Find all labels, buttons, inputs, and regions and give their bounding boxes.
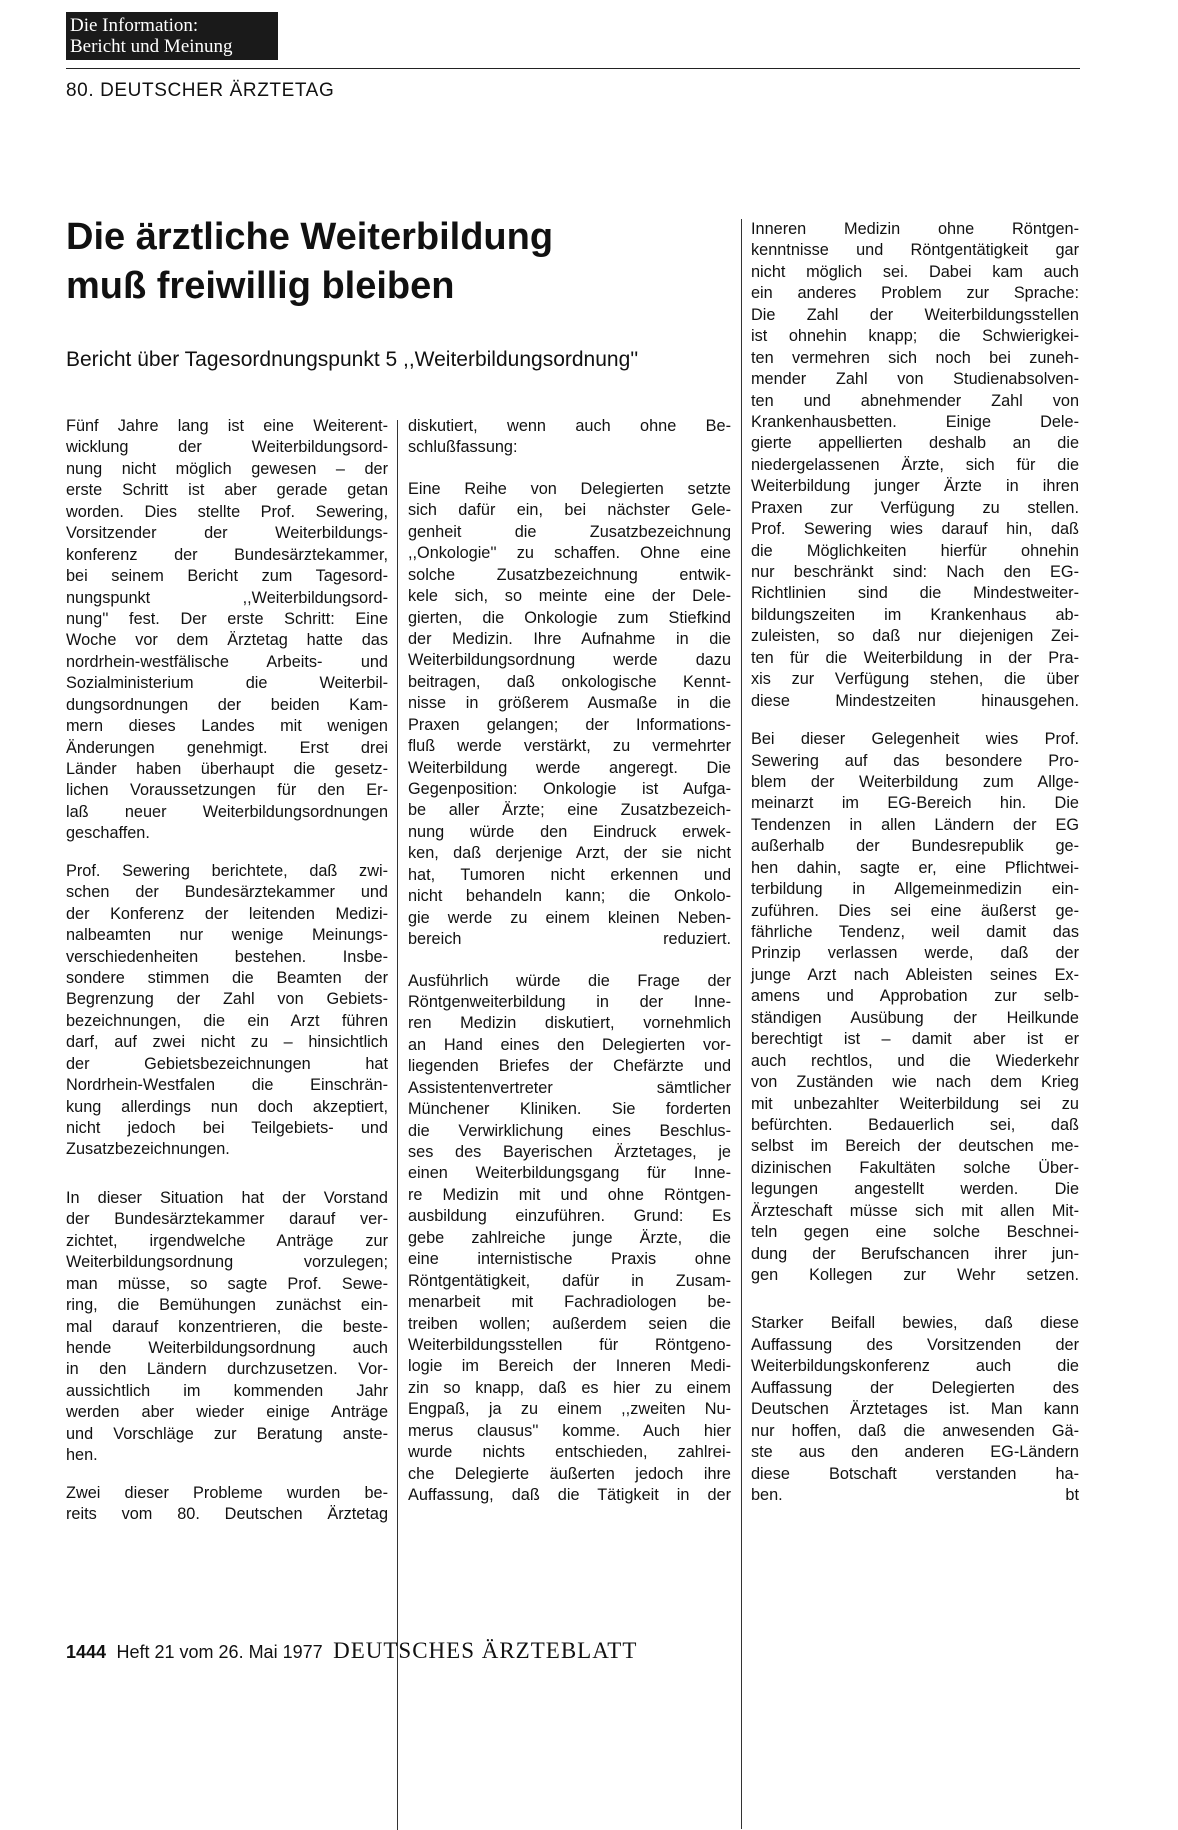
section-label-line-1: Die Information: — [70, 15, 199, 36]
text-line: Bei dieser Gelegenheit wies Prof. — [751, 730, 1079, 749]
section-label-line-2: Bericht und Meinung — [70, 36, 233, 57]
text-line: ring, die Bemühungen zunächst ein- — [66, 1296, 388, 1315]
section-label-box — [66, 12, 278, 60]
text-line: be aller Ärzte; eine Zusatzbezeich- — [408, 801, 731, 820]
text-line: nicht behandeln kann; die Onkolo- — [408, 887, 731, 906]
text-line: niedergelassenen Ärzte, sich für die — [751, 455, 1079, 474]
column-rule-1 — [397, 420, 398, 1830]
text-line: zuführen. Dies sei eine äußerst ge- — [751, 901, 1079, 920]
text-line: der Konferenz der leitenden Medizi- — [66, 904, 388, 923]
text-line: lichen Voraussetzungen für den Er- — [66, 781, 388, 800]
text-line: man müsse, so sagte Prof. Sewe- — [66, 1274, 388, 1293]
text-line: Röntgentätigkeit, dafür in Zusam- — [408, 1271, 731, 1290]
text-line: hende Weiterbildungsordnung auch — [66, 1338, 388, 1357]
text-line: wicklung der Weiterbildungsord- — [66, 438, 388, 457]
text-line: die Verwirklichung eines Beschlus- — [408, 1121, 731, 1140]
text-line: nicht möglich sei. Dabei kam auch — [751, 262, 1079, 281]
text-line: solche Zusatzbezeichnung entwik- — [408, 565, 731, 584]
text-line: reits vom 80. Deutschen Ärztetag — [66, 1505, 388, 1523]
text-line: Gegenposition: Onkologie ist Aufga- — [408, 780, 731, 798]
text-line: zuleisten, so daß nur diejenigen Zei- — [751, 627, 1079, 646]
text-line: Begrenzung der Zahl von Gebiets- — [66, 990, 388, 1009]
text-line: nung'' fest. Der erste Schritt: Eine — [66, 609, 388, 628]
paragraph — [66, 1483, 388, 1526]
text-line: ein anderes Problem zur Sprache: — [751, 284, 1079, 303]
text-line: und Vorschläge zur Beratung anste- — [66, 1424, 388, 1443]
text-line: Sozialministerium die Weiterbil- — [66, 674, 388, 693]
text-line: mal darauf konzentrieren, die beste- — [66, 1317, 388, 1336]
text-line: gierte appellierten deshalb an die — [751, 434, 1079, 453]
text-line: schen der Bundesärztekammer und — [66, 883, 388, 902]
text-line: terbildung in Allgemeinmedizin ein- — [751, 880, 1079, 899]
text-line: laß neuer Weiterbildungsordnungen — [66, 802, 388, 821]
text-line: nung würde den Eindruck erwek- — [408, 822, 731, 841]
text-line: auch rechtlos, und die Wiederkehr — [751, 1051, 1079, 1070]
text-line: legungen angestellt werden. Die — [751, 1180, 1079, 1199]
headline-line-2: muß freiwillig bleiben — [66, 265, 455, 307]
text-line: Weiterbildung junger Ärzte in ihren — [751, 477, 1079, 496]
text-line: Prof. Sewering wies darauf hin, daß — [751, 520, 1079, 539]
text-line: junge Arzt nach Ableisten seines Ex- — [751, 965, 1079, 984]
header-rule — [66, 68, 1080, 69]
rubric: 80. DEUTSCHER ÄRZTETAG — [66, 80, 335, 101]
text-line: ben. bt — [751, 1485, 1079, 1504]
text-line: ren Medizin diskutiert, vornehmlich — [408, 1014, 731, 1033]
text-column-3 — [751, 219, 1079, 1506]
text-line: Nordrhein-Westfalen die Einschrän- — [66, 1076, 388, 1095]
text-line: wurde nichts entschieden, zahlrei- — [408, 1443, 731, 1462]
text-line: an Hand eines den Delegierten vor- — [408, 1035, 731, 1054]
text-line: Prof. Sewering berichtete, daß zwi- — [66, 861, 388, 880]
subheadline: Bericht über Tagesordnungspunkt 5 ,,Weiterbildungsordnung'' — [66, 348, 639, 371]
text-line: In dieser Situation hat der Vorstand — [66, 1188, 388, 1207]
text-line: gierten, die Onkologie zum Stiefkind — [408, 608, 731, 627]
text-column-2 — [408, 416, 731, 1506]
text-line: der Bundesärztekammer darauf ver- — [66, 1210, 388, 1229]
text-line: fluß werde verstärkt, zu vermehrter — [408, 737, 731, 756]
text-line: Fünf Jahre lang ist eine Weiterent- — [66, 417, 388, 435]
text-line: diese Mindestzeiten hinausgehen. — [751, 691, 1079, 710]
text-line: Inneren Medizin ohne Röntgen- — [751, 220, 1079, 238]
text-line: nisse in größerem Ausmaße in die — [408, 694, 731, 713]
text-line: schlußfassung: — [408, 438, 518, 457]
text-line: mern dieses Landes mit wenigen — [66, 717, 388, 736]
paragraph — [408, 479, 731, 951]
text-line: Woche vor dem Ärztetag hatte das — [66, 631, 388, 650]
page-footer — [66, 1638, 637, 1664]
text-line: selbst im Bereich der deutschen me- — [751, 1137, 1079, 1156]
text-line: bezeichnungen, die ein Arzt führen — [66, 1011, 388, 1030]
text-line: erste Schritt ist aber gerade getan — [66, 481, 388, 500]
publication-name: DEUTSCHES ÄRZTEBLATT — [333, 1638, 638, 1663]
text-line: Zwei dieser Probleme wurden be- — [66, 1483, 388, 1502]
text-line: Weiterbildungskonferenz auch die — [751, 1357, 1079, 1376]
text-line: ten vermehren sich noch bei zuneh- — [751, 348, 1079, 367]
text-line: von Zuständen wie nach dem Krieg — [751, 1073, 1079, 1092]
paragraph — [66, 416, 388, 845]
text-line: Zusatzbezeichnungen. — [66, 1140, 230, 1159]
text-line: werden aber wieder einige Anträge — [66, 1403, 388, 1422]
text-line: liegenden Briefes der Chefärzte und — [408, 1057, 731, 1076]
text-line: xis zur Verfügung stehen, die über — [751, 670, 1079, 689]
text-line: genheit die Zusatzbezeichnung — [408, 522, 731, 541]
text-line: konferenz der Bundesärztekammer, — [66, 545, 388, 564]
text-line: re Medizin mit und ohne Röntgen- — [408, 1185, 731, 1204]
text-line: hen dahin, sagte er, eine Pflichtwei- — [751, 858, 1079, 877]
text-line: in den Ländern durchzusetzen. Vor- — [66, 1360, 388, 1379]
column-rule-2 — [741, 219, 742, 1829]
text-line: hen. — [66, 1446, 98, 1465]
text-line: worden. Dies stellte Prof. Sewering, — [66, 502, 388, 521]
text-line: kenntnisse und Röntgentätigkeit gar — [751, 241, 1079, 260]
text-line: Engpaß, ja zu einem ,,zweiten Nu- — [408, 1400, 731, 1419]
text-line: gen Kollegen zur Wehr setzen. — [751, 1266, 1079, 1284]
text-line: mender Zahl von Studienabsolven- — [751, 370, 1079, 389]
text-line: der Medizin. Ihre Aufnahme in die — [408, 629, 731, 648]
text-column-1 — [66, 416, 388, 1525]
paragraph — [408, 971, 731, 1507]
text-line: bildungszeiten im Krankenhaus ab- — [751, 605, 1079, 624]
text-line: berechtigt ist – damit aber ist er — [751, 1030, 1079, 1049]
text-line: zin so knapp, daß es hier zu einem — [408, 1378, 731, 1397]
text-line: Ausführlich würde die Frage der — [408, 971, 731, 990]
text-line: nordrhein-westfälische Arbeits- und — [66, 652, 388, 671]
text-line: Ärzteschaft müsse sich mit allen Mit- — [751, 1201, 1079, 1220]
text-line: ken, daß derjenige Arzt, der sie nicht — [408, 844, 731, 863]
text-line: Prinzip verlassen werde, daß der — [751, 944, 1079, 963]
text-line: bei seinem Bericht zum Tagesord- — [66, 567, 388, 586]
text-line: dizinischen Fakultäten solche Über- — [751, 1158, 1079, 1177]
text-line: Vorsitzender der Weiterbildungs- — [66, 524, 388, 543]
text-line: befürchten. Bedauerlich sei, daß — [751, 1115, 1079, 1134]
text-line: Auffassung, daß die Tätigkeit in der — [408, 1486, 731, 1504]
issue-info: Heft 21 vom 26. Mai 1977 — [116, 1642, 323, 1662]
text-line: aussichtlich im kommenden Jahr — [66, 1381, 388, 1400]
text-line: ten und abnehmender Zahl von — [751, 391, 1079, 410]
text-line: ten für die Weiterbildung in der Pra- — [751, 648, 1079, 667]
text-line: bereich reduziert. — [408, 930, 731, 949]
text-line: geschaffen. — [66, 824, 150, 843]
text-line: nung nicht möglich gewesen – der — [66, 459, 388, 478]
text-line: teln gegen eine solche Beschnei- — [751, 1223, 1079, 1242]
headline-line-1: Die ärztliche Weiterbildung — [66, 216, 554, 258]
text-line: amens und Approbation zur selb- — [751, 987, 1079, 1006]
text-line: Eine Reihe von Delegierten setzte — [408, 479, 731, 498]
text-line: Richtlinien sind die Mindestweiter- — [751, 584, 1079, 603]
text-line: Sewering auf das besondere Pro- — [751, 751, 1079, 770]
text-line: dungsordnungen der beiden Kam- — [66, 695, 388, 714]
text-line: außerhalb der Bundesrepublik ge- — [751, 837, 1079, 856]
text-line: mit unbezahlter Weiterbildung sei zu — [751, 1094, 1079, 1113]
text-line: Weiterbildungsstellen für Röntgeno- — [408, 1335, 731, 1354]
text-line: Röntgenweiterbildung in der Inne- — [408, 992, 731, 1011]
text-line: Länder haben überhaupt die gesetz- — [66, 760, 388, 778]
text-line: ses des Bayerischen Ärztetages, je — [408, 1143, 731, 1161]
paragraph — [408, 416, 731, 459]
text-line: Änderungen genehmigt. Erst drei — [66, 738, 388, 757]
text-line: che Delegierte äußerten jedoch ihre — [408, 1464, 731, 1483]
text-line: verschiedenheiten bestehen. Insbe- — [66, 947, 388, 966]
paragraph — [751, 219, 1079, 712]
paragraph — [751, 729, 1079, 1286]
text-line: gie werde zu einem kleinen Neben- — [408, 908, 731, 927]
text-line: Assistentenvertreter sämtlicher — [408, 1078, 731, 1097]
text-line: ständigen Ausübung der Heilkunde — [751, 1008, 1079, 1027]
text-line: logie im Bereich der Inneren Medi- — [408, 1357, 731, 1376]
text-line: beitragen, daß onkologische Kennt- — [408, 672, 731, 691]
text-line: Deutschen Ärztetages ist. Man kann — [751, 1400, 1079, 1419]
text-line: nungspunkt ,,Weiterbildungsord- — [66, 588, 388, 607]
paragraph — [66, 1188, 388, 1467]
text-line: nicht jedoch bei Teilgebiets- und — [66, 1119, 388, 1137]
text-line: einen Weiterbildungsgang für Inne- — [408, 1164, 731, 1183]
text-line: kele sich, so meinte eine der Dele- — [408, 587, 731, 606]
text-line: Auffassung des Vorsitzenden der — [751, 1335, 1079, 1354]
text-line: sich dafür ein, bei nächster Gele- — [408, 501, 731, 520]
text-line: diese Botschaft verstanden ha- — [751, 1464, 1079, 1483]
text-line: blem der Weiterbildung zum Allge- — [751, 772, 1079, 791]
text-line: dung der Berufschancen ihrer jun- — [751, 1244, 1079, 1263]
text-line: diskutiert, wenn auch ohne Be- — [408, 417, 731, 435]
text-line: der Gebietsbezeichnungen hat — [66, 1054, 388, 1073]
text-line: zichtet, irgendwelche Anträge zur — [66, 1231, 388, 1250]
text-line: Krankenhausbetten. Einige Dele- — [751, 412, 1079, 431]
text-line: meinarzt im EG-Bereich hin. Die — [751, 794, 1079, 813]
text-line: Weiterbildungsordnung werde dazu — [408, 651, 731, 670]
text-line: Auffassung der Delegierten des — [751, 1378, 1079, 1397]
headline — [66, 213, 706, 311]
text-line: eine internistische Praxis ohne — [408, 1250, 731, 1269]
text-line: nur beschränkt sind: Nach den EG- — [751, 563, 1079, 581]
text-line: kung allerdings nun doch akzeptiert, — [66, 1097, 388, 1116]
text-line: fährliche Tendenz, weil damit das — [751, 923, 1079, 941]
text-line: hat, Tumoren nicht erkennen und — [408, 865, 731, 884]
text-line: nur hoffen, daß die anwesenden Gä- — [751, 1421, 1079, 1440]
text-line: Münchener Kliniken. Sie forderten — [408, 1100, 731, 1119]
text-line: ausbildung einzuführen. Grund: Es — [408, 1207, 731, 1226]
text-line: menarbeit mit Fachradiologen be- — [408, 1293, 731, 1312]
page-number: 1444 — [66, 1642, 107, 1662]
text-line: treiben wollen; außerdem seien die — [408, 1314, 731, 1333]
text-line: die Möglichkeiten hierfür ohnehin — [751, 541, 1079, 560]
text-line: ste aus den anderen EG-Ländern — [751, 1443, 1079, 1462]
paragraph — [751, 1313, 1079, 1506]
text-line: darf, auf zwei nicht zu – hinsichtlich — [66, 1033, 388, 1052]
text-line: nalbeamten nur wenige Meinungs- — [66, 926, 388, 945]
text-line: Starker Beifall bewies, daß diese — [751, 1314, 1079, 1333]
text-line: ,,Onkologie'' zu schaffen. Ohne eine — [408, 544, 731, 563]
text-line: Praxen zur Verfügung zu stellen. — [751, 498, 1079, 517]
text-line: Die Zahl der Weiterbildungsstellen — [751, 305, 1079, 324]
text-line: ist ohnehin knapp; die Schwierigkei- — [751, 327, 1079, 346]
text-line: Tendenzen in allen Ländern der EG — [751, 815, 1079, 834]
text-line: sondere stimmen die Beamten der — [66, 968, 388, 987]
text-line: merus clausus'' komme. Auch hier — [408, 1421, 731, 1440]
text-line: Praxen gelangen; der Informations- — [408, 715, 731, 734]
paragraph — [66, 861, 388, 1161]
text-line: Weiterbildungsordnung vorzulegen; — [66, 1253, 388, 1272]
text-line: gebe zahlreiche junge Ärzte, die — [408, 1228, 731, 1247]
text-line: Weiterbildung werde angeregt. Die — [408, 758, 731, 777]
